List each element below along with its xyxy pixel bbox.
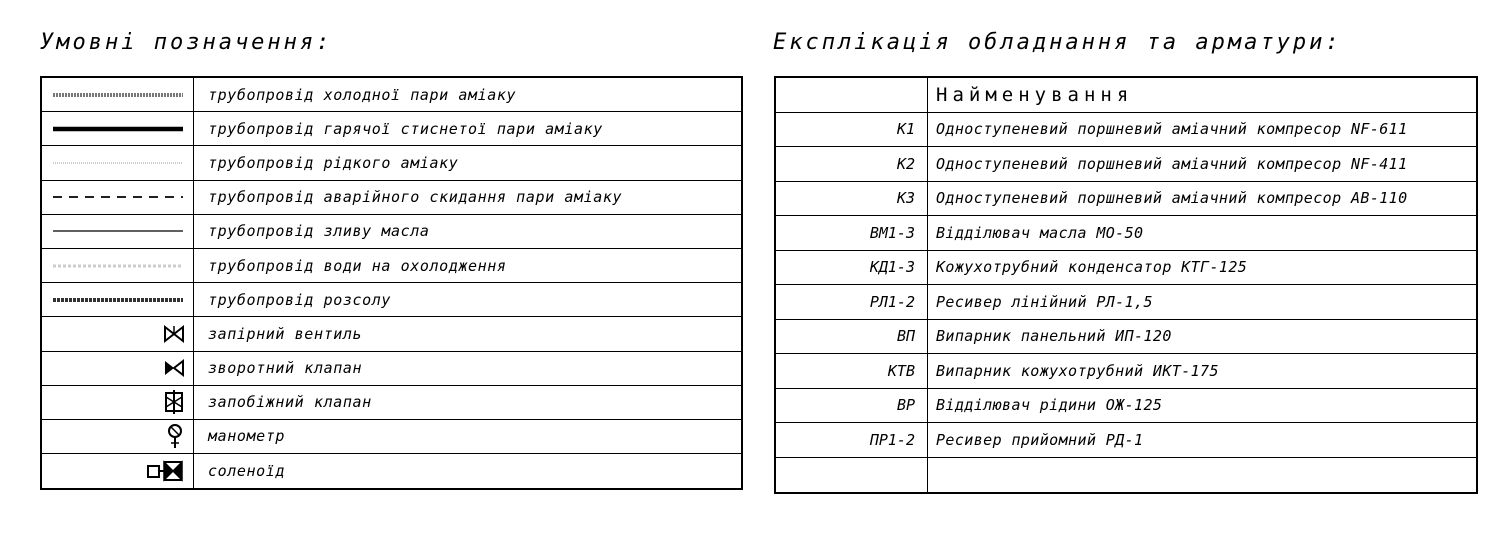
emergency-dash-line-icon xyxy=(42,181,194,214)
legend-label: запобіжний клапан xyxy=(208,393,372,412)
row-name: Ресивер прийомний РД-1 xyxy=(936,430,1144,449)
row-name: Одноступеневий поршневий аміачний компресор NF-411 xyxy=(936,154,1408,173)
row-name xyxy=(928,458,1476,493)
row-code: ВР xyxy=(776,389,928,423)
safety-valve-icon xyxy=(42,386,194,419)
table-row xyxy=(776,251,1476,286)
legend-row xyxy=(42,181,741,215)
row-code: К2 xyxy=(776,147,928,181)
legend-label: манометр xyxy=(208,427,286,446)
legend-label: трубопровід води на охолодження xyxy=(208,256,507,275)
legend-row xyxy=(42,420,741,454)
table-row xyxy=(776,216,1476,251)
table-row-empty xyxy=(776,458,1476,493)
row-code: РЛ1-2 xyxy=(776,285,928,319)
legend-row xyxy=(42,215,741,249)
legend-label: трубопровід аварійного скидання пари аміаку xyxy=(208,188,623,207)
legend-row xyxy=(42,112,741,146)
legend-label: соленоїд xyxy=(208,462,286,481)
legend-label: трубопровід розсолу xyxy=(208,290,391,309)
legend-label: трубопровід рідкого аміаку xyxy=(208,153,459,172)
legend-row xyxy=(42,283,741,317)
legend-title: Умовні позначення: xyxy=(40,30,333,55)
row-code: ВП xyxy=(776,320,928,354)
legend-row xyxy=(42,386,741,420)
row-name: Відділювач рідини ОЖ-125 xyxy=(936,396,1163,415)
table-row xyxy=(776,320,1476,355)
legend-table xyxy=(40,76,743,490)
table-row xyxy=(776,182,1476,217)
legend-row xyxy=(42,146,741,180)
table-header-row xyxy=(776,78,1476,113)
table-row xyxy=(776,147,1476,182)
explication-table xyxy=(774,76,1478,494)
cooling-water-line-icon xyxy=(42,249,194,282)
legend-label: запірний вентиль xyxy=(208,324,363,343)
shutoff-valve-icon xyxy=(42,317,194,350)
row-name: Випарник панельний ИП-120 xyxy=(936,327,1172,346)
legend-row xyxy=(42,78,741,112)
row-code: КД1-3 xyxy=(776,251,928,285)
row-code: КТВ xyxy=(776,354,928,388)
legend-row xyxy=(42,352,741,386)
legend-row xyxy=(42,454,741,488)
row-name: Випарник кожухотрубний ИКТ-175 xyxy=(936,361,1219,380)
row-code xyxy=(776,458,928,493)
table-row xyxy=(776,285,1476,320)
hot-vapor-line-icon xyxy=(42,112,194,145)
oil-drain-line-icon xyxy=(42,215,194,248)
legend-row xyxy=(42,317,741,351)
row-name: Ресивер лінійний РЛ-1,5 xyxy=(936,292,1153,311)
row-code: ВМ1-3 xyxy=(776,216,928,250)
legend-label: трубопровід гарячої стиснетої пари аміаку xyxy=(208,119,603,138)
table-row xyxy=(776,354,1476,389)
row-code: К3 xyxy=(776,182,928,216)
liquid-line-icon xyxy=(42,146,194,179)
table-row xyxy=(776,389,1476,424)
row-name: Відділювач масла МО-50 xyxy=(936,223,1144,242)
legend-label: трубопровід зливу масла xyxy=(208,222,430,241)
table-row xyxy=(776,113,1476,148)
row-name: Одноступеневий поршневий аміачний компресор NF-611 xyxy=(936,120,1408,139)
legend-row xyxy=(42,249,741,283)
explication-title: Експлікація обладнання та арматури: xyxy=(773,30,1342,55)
row-name: Кожухотрубний конденсатор КТГ-125 xyxy=(936,258,1248,277)
check-valve-icon xyxy=(42,352,194,385)
legend-label: зворотний клапан xyxy=(208,359,363,378)
legend-label: трубопровід холодної пари аміаку xyxy=(208,85,517,104)
table-row xyxy=(776,423,1476,458)
manometer-icon xyxy=(42,420,194,453)
row-name: Одноступеневий поршневий аміачний компресор АВ-110 xyxy=(936,189,1408,208)
row-code: К1 xyxy=(776,113,928,147)
cold-vapor-line-icon xyxy=(42,78,194,111)
solenoid-icon xyxy=(42,454,194,488)
header-name: Найменування xyxy=(936,83,1134,106)
brine-line-icon xyxy=(42,283,194,316)
header-code xyxy=(776,78,928,112)
row-code: ПР1-2 xyxy=(776,423,928,457)
